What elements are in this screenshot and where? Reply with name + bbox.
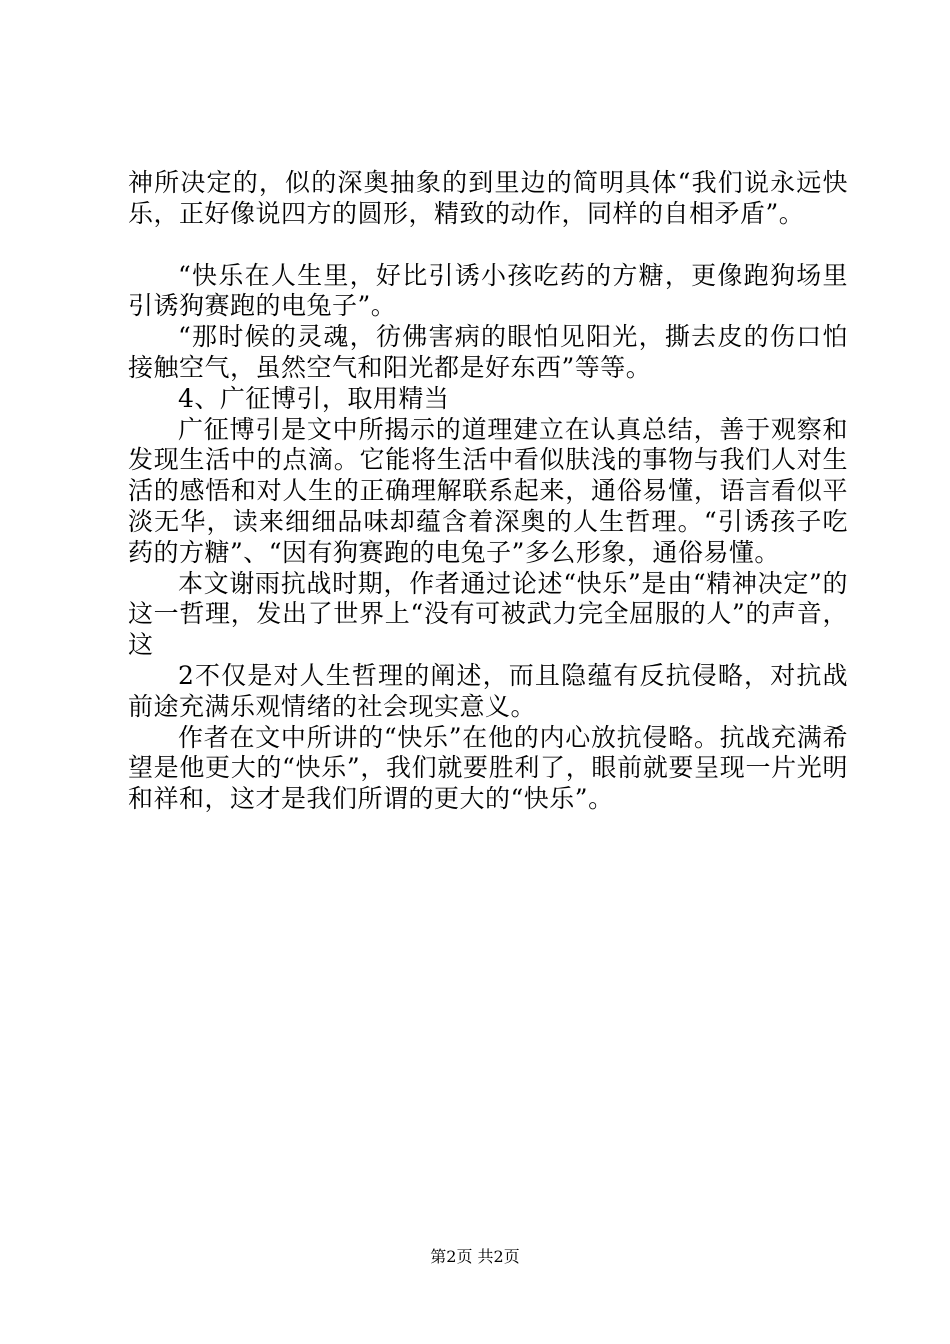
page-footer: 第2页 共2页 <box>430 1247 520 1266</box>
quote-paragraph-2: “那时候的灵魂，彷佛害病的眼怕见阳光，撕去皮的伤口怕接触空气，虽然空气和阳光都是好东西”等等。 <box>128 322 848 382</box>
body-text <box>128 168 848 815</box>
body-paragraph-4: 作者在文中所讲的“快乐”在他的内心放抗侵略。抗战充满希望是他更大的“快乐”，我们就要胜利了，眼前就要呈现一片光明和祥和，这才是我们所谓的更大的“快乐”。 <box>128 722 848 814</box>
body-paragraph-3: 2不仅是对人生哲理的阐述，而且隐蕴有反抗侵略，对抗战前途充满乐观情绪的社会现实意义。 <box>128 660 848 721</box>
paragraph-continuation: 神所决定的，似的深奥抽象的到里边的简明具体“我们说永远快乐，正好像说四方的圆形，精致的动作，同样的自相矛盾”。 <box>128 168 848 228</box>
quote-paragraph-1: “快乐在人生里，好比引诱小孩吃药的方糖，更像跑狗场里引诱狗赛跑的电兔子”。 <box>128 260 848 321</box>
body-paragraph-1: 广征博引是文中所揭示的道理建立在认真总结，善于观察和发现生活中的点滴。它能将生活中看似肤浅的事物与我们人对生活的感悟和对人生的正确理解联系起来，通俗易懂，语言看似平淡无华，读来细细品味却蕴含着深奥的人生哲理。“引诱孩子吃药的方糖”、“因有狗赛跑的电兔子”多么形象，通俗易懂。 <box>128 414 848 567</box>
section-heading: 4、广征博引，取用精当 <box>178 383 450 413</box>
body-paragraph-2: 本文谢雨抗战时期，作者通过论述“快乐”是由“精神决定”的这一哲理，发出了世界上“没有可被武力完全屈服的人”的声音，这 <box>128 568 848 660</box>
paragraph-gap <box>128 230 848 261</box>
